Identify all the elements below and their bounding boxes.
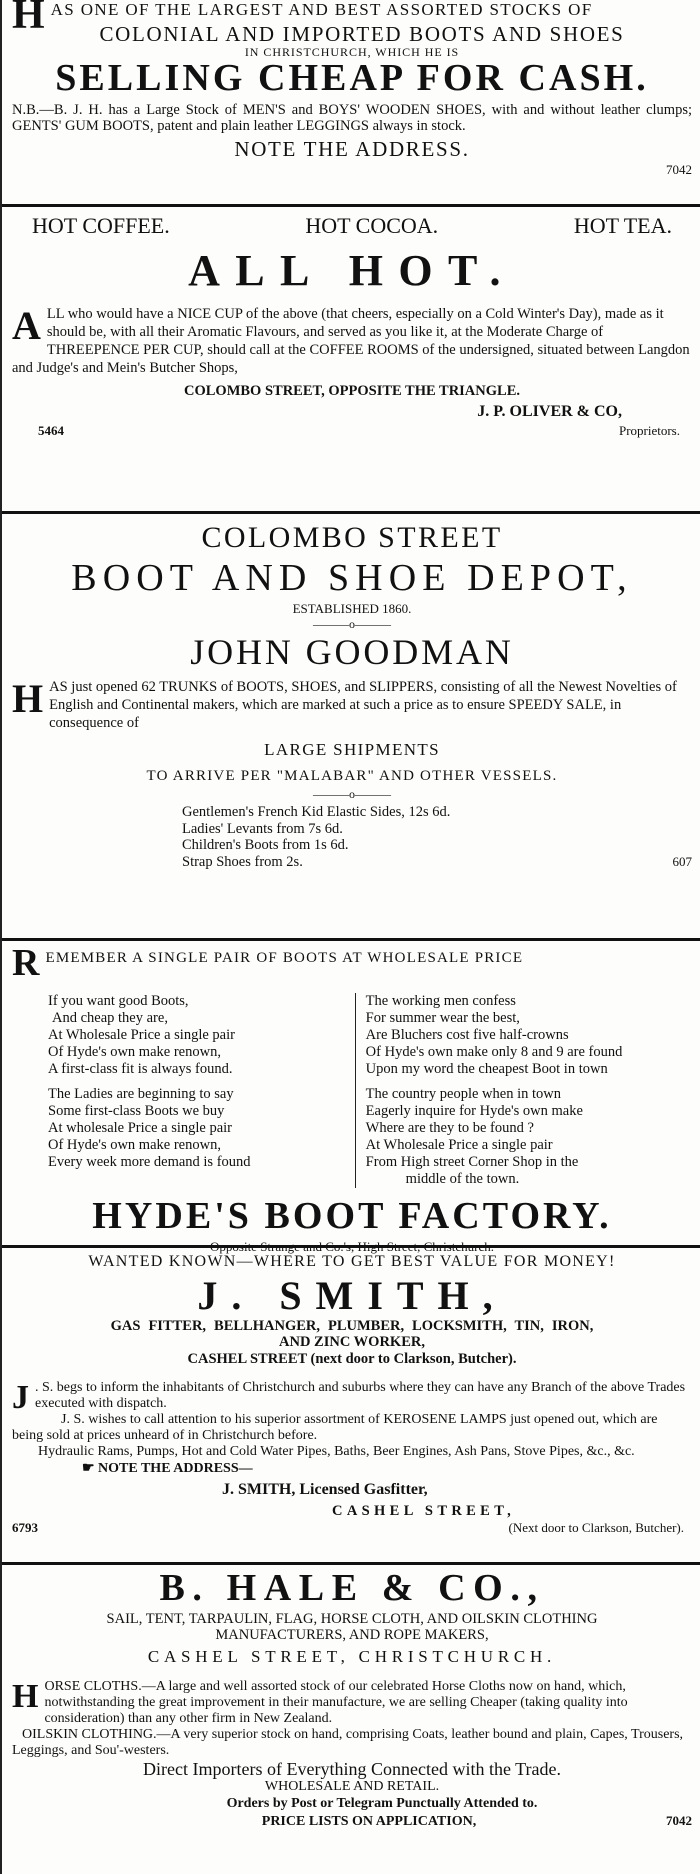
drop-cap: H xyxy=(12,1678,39,1715)
ad-headline: BOOT AND SHOE DEPOT, xyxy=(71,557,633,599)
verse-line: middle of the town. xyxy=(405,1171,520,1188)
ad-heading: EMEMBER A SINGLE PAIR OF BOOTS AT WHOLESALE PRICE xyxy=(45,950,524,966)
ad-body-text: OILSKIN CLOTHING.—A very superior stock on hand, comprising Coats, leather bound and plain, Capes, Trousers, Leggings, and Sou'-westers. xyxy=(12,1727,684,1758)
ad-wanted: WANTED KNOWN—WHERE TO GET BEST VALUE FOR MONEY! xyxy=(88,1253,616,1270)
ad-body-text: Hydraulic Rams, Pumps, Hot and Cold Water Pipes, Baths, Beer Engines, Ash Pans, Stove Pipes, &c., &c. xyxy=(38,1444,635,1459)
verse-line: Eagerly inquire for Hyde's own make xyxy=(365,1103,583,1120)
ad-note: NOTE THE ADDRESS. xyxy=(234,137,470,161)
verse-line: Of Hyde's own make only 8 and 9 are found xyxy=(365,1044,623,1061)
ad-line: AS ONE OF THE LARGEST AND BEST ASSORTED STOCKS OF xyxy=(50,0,593,19)
ad-number: 6793 xyxy=(12,1520,38,1535)
verse-line: A first-class fit is always found. xyxy=(48,1061,233,1078)
ad-name: J. SMITH, xyxy=(197,1273,507,1318)
ad-street: CASHEL STREET (next door to Clarkson, Butcher). xyxy=(187,1351,517,1367)
ad-wholesale: WHOLESALE AND RETAIL. xyxy=(264,1779,440,1794)
verse-line: At Wholesale Price a single pair xyxy=(48,1027,235,1044)
ad-body-text: N.B.—B. J. H. has a Large Stock of MEN'S and BOYS' WOODEN SHOES, with and without leather clumps; GENTS' GUM BOOTS, patent and plain leather LEGGINGS always in stock. xyxy=(12,102,692,134)
hot-coffee: HOT COFFEE. xyxy=(32,213,170,238)
verse-line: From High street Corner Shop in the xyxy=(365,1154,579,1171)
ad-subheading: COLONIAL AND IMPORTED BOOTS AND SHOES xyxy=(99,22,625,46)
ad-headline: ALL HOT. xyxy=(188,246,516,295)
ad-headline: HYDE'S BOOT FACTORY. xyxy=(92,1195,612,1238)
ad-trades: GAS FITTER, BELLHANGER, PLUMBER, LOCKSMITH, TIN, IRON, xyxy=(110,1318,594,1334)
ad-orders: Orders by Post or Telegram Punctually Attended to. xyxy=(226,1796,538,1811)
ad-line: TO ARRIVE PER "MALABAR" AND OTHER VESSELS. xyxy=(146,768,558,784)
hot-tea: HOT TEA. xyxy=(573,213,672,238)
column-rule xyxy=(2,204,700,207)
verse-line: At Wholesale Price a single pair xyxy=(365,1137,553,1154)
drop-cap: H xyxy=(12,0,45,38)
verse-line: The working men confess xyxy=(365,993,516,1010)
ad-boots-cheap-for-cash xyxy=(2,0,700,204)
ad-heading: COLOMBO STREET xyxy=(201,521,503,554)
ad-body-text: AS just opened 62 TRUNKS of BOOTS, SHOES, and SLIPPERS, consisting of all xyxy=(49,679,534,695)
verse-line: At wholesale Price a single pair xyxy=(48,1120,233,1137)
ad-importers: Direct Importers of Everything Connected with the Trade. xyxy=(143,1759,561,1779)
ad-subheading: LARGE SHIPMENTS xyxy=(264,740,440,759)
ad-address: Opposite Strange and Co.'s, High Street, Christchurch. xyxy=(210,1239,494,1255)
ad-b-hale-and-co xyxy=(2,1565,700,1874)
ad-street: CASHEL STREET, CHRISTCHURCH. xyxy=(147,1647,557,1666)
drop-cap: H xyxy=(12,676,44,721)
ad-signature: J. SMITH, Licensed Gasfitter, xyxy=(222,1481,428,1498)
verse-line: The Ladies are beginning to say xyxy=(48,1086,234,1103)
verse-line: Of Hyde's own make renown, xyxy=(48,1044,221,1061)
verse-line: Where are they to be found ? xyxy=(365,1120,534,1137)
ad-address: COLOMBO STREET, OPPOSITE THE TRIANGLE. xyxy=(184,383,520,399)
ad-trades: MANUFACTURERS, AND ROPE MAKERS, xyxy=(215,1627,489,1643)
drop-cap: J xyxy=(12,1379,29,1416)
price-item: Strap Shoes from 2s. xyxy=(182,853,303,870)
ad-name: B. HALE & CO., xyxy=(159,1567,545,1609)
ad-hydes-boot-factory xyxy=(2,947,700,1255)
ad-body-text: . S. begs to inform the inhabitants of Christchurch and suburbs where they can have any Branch of the above Trades executed with dispatch. xyxy=(35,1380,686,1411)
ad-name: JOHN GOODMAN xyxy=(190,632,514,672)
verse-line: For summer wear the best, xyxy=(365,1010,520,1027)
verse-line: Every week more demand is found xyxy=(48,1154,251,1171)
price-item: Children's Boots from 1s 6d. xyxy=(182,837,349,853)
verse-line: And cheap they are, xyxy=(52,1010,168,1027)
ad-body-text: Winter's Day), made as it should be, with all their Aromatic Flavours, and served as you like it, at the Moderate Charge of THREEPENCE PER CUP, should call at the COFFEE ROOMS of the undersigned, situated between Langdon and Judge's and Mein's Butcher Shops, xyxy=(12,306,690,376)
price-item: Gentlemen's French Kid Elastic Sides, 12s 6d. xyxy=(182,804,451,820)
ad-number: 607 xyxy=(672,853,692,869)
verse-line: Are Bluchers cost five half-crowns xyxy=(365,1027,569,1044)
column-rule xyxy=(2,938,700,941)
ad-line: IN CHRISTCHURCH, WHICH HE IS xyxy=(244,45,460,59)
verse-line: Of Hyde's own make renown, xyxy=(48,1137,221,1154)
column-rule xyxy=(2,511,700,514)
ad-j-smith-gasfitter xyxy=(2,1250,700,1562)
ad-note: ☛ NOTE THE ADDRESS— xyxy=(82,1461,253,1476)
ad-body-text: LL who would have a NICE CUP of the above (that cheers, especially on a Cold xyxy=(46,306,514,322)
ad-body-text: now on hand, which, notwithstanding the great improvement in their manufacture, we are selling Cheaper (taking quality into consideration) than any other firm in New Zealand. xyxy=(44,1679,628,1726)
verse-line: The country people when in town xyxy=(365,1086,561,1103)
ad-number: 5464 xyxy=(38,423,64,438)
ad-address: (Next door to Clarkson, Butcher). xyxy=(508,1520,684,1535)
ad-price-lists: PRICE LISTS ON APPLICATION, xyxy=(261,1814,477,1829)
column-divider xyxy=(355,993,356,1188)
ad-john-goodman-boot-depot xyxy=(2,520,700,938)
verse-line: Some first-class Boots we buy xyxy=(48,1103,225,1120)
price-item: Ladies' Levants from 7s 6d. xyxy=(182,820,343,837)
ad-headline: SELLING CHEAP FOR CASH. xyxy=(55,57,649,99)
verse-line: If you want good Boots, xyxy=(48,993,189,1010)
ad-established: ESTABLISHED 1860. xyxy=(292,601,412,616)
ad-role: Proprietors. xyxy=(618,423,680,438)
ad-body-text: J. S. wishes to call attention to his superior assortment of KEROSENE LAMPS just opened out, which are being sold at prices unheard of in Christchurch before. xyxy=(12,1412,658,1443)
verse-line: Upon my word the cheapest Boot in town xyxy=(365,1061,608,1078)
ad-trades: AND ZINC WORKER, xyxy=(279,1334,425,1350)
ornament-separator: ———o——— xyxy=(313,617,391,631)
ad-street: CASHEL STREET, xyxy=(332,1503,516,1519)
hot-cocoa: HOT COCOA. xyxy=(305,213,439,238)
ad-number: 7042 xyxy=(666,162,692,177)
drop-cap: A xyxy=(12,303,41,348)
ad-signature: J. P. OLIVER & CO, xyxy=(477,403,622,420)
ad-body-text: the Newest Novelties of English and Continental makers, which are marked at such a price as to ensure SPEEDY SALE, in consequence of xyxy=(49,679,677,731)
ad-all-hot-coffee-rooms xyxy=(2,211,700,511)
ad-number: 7042 xyxy=(665,1813,692,1828)
ad-trades: SAIL, TENT, TARPAULIN, FLAG, HORSE CLOTH, AND OILSKIN CLOTHING xyxy=(106,1611,598,1627)
ornament-separator: ———o——— xyxy=(313,787,391,801)
drop-cap: R xyxy=(12,947,40,980)
ad-body-text: ORSE CLOTHS.—A large and well assorted stock of our celebrated Horse Cloths xyxy=(44,1679,506,1694)
